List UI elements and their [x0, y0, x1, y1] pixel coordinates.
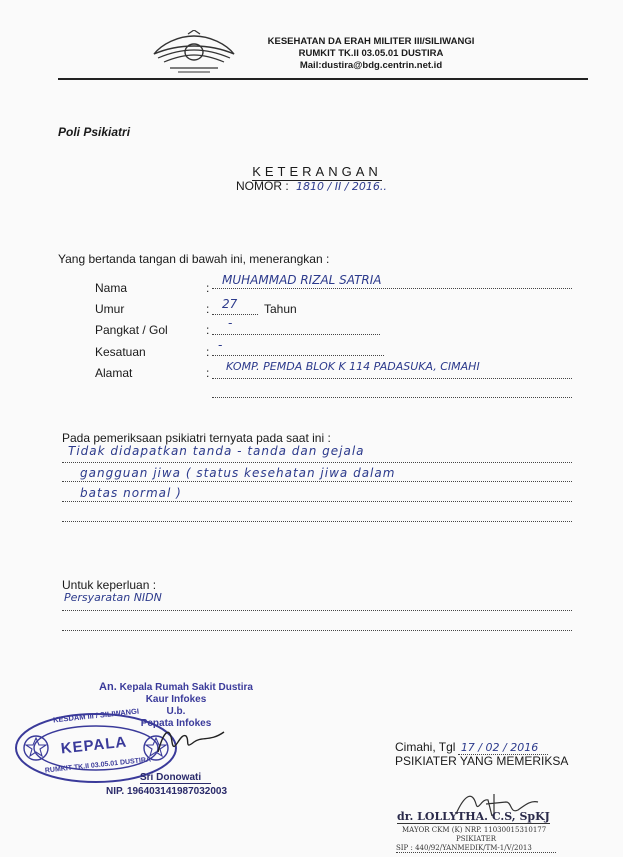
- letterhead-line-2: RUMKIT TK.II 03.05.01 DUSTIRA: [298, 48, 444, 59]
- exam-label: Pada pemeriksaan psikiatri ternyata pada saat ini :: [62, 431, 331, 445]
- field-value-kesatuan: -: [218, 338, 223, 352]
- letterhead-line-1: KESEHATAN DA ERAH MILITER III/SILIWANGI: [267, 36, 475, 47]
- field-line-pangkat: [212, 333, 380, 335]
- purpose-line-2: [62, 629, 572, 631]
- authority-line-2: Kaur Infokes: [145, 694, 207, 705]
- place-date: [395, 740, 538, 754]
- authority-line-3: U.b.: [166, 706, 186, 717]
- examiner-title: PSIKIATER YANG MEMERIKSA: [395, 754, 569, 768]
- field-line-kesatuan: [212, 354, 384, 356]
- field-colon-alamat: :: [206, 366, 210, 380]
- purpose-label: Untuk keperluan :: [62, 578, 157, 592]
- exam-text-1: Tidak didapatkan tanda - tanda dan gejala: [68, 444, 365, 458]
- header-divider: [58, 78, 588, 80]
- field-label-pangkat: Pangkat / Gol: [95, 323, 168, 337]
- number-value: 1810 / II / 2016..: [296, 180, 387, 193]
- psychiatrist-sip: SIP : 440/92/YANMEDIK/TM-1/V/2013: [396, 844, 556, 853]
- letterhead-line-3: Mail:dustira@bdg.centrin.net.id: [299, 60, 443, 71]
- field-colon-pangkat: :: [206, 323, 210, 337]
- authority-an-label: An.: [99, 681, 117, 693]
- psychiatrist-rank: MAYOR CKM (K) NRP. 11030015310177: [402, 826, 547, 834]
- purpose-value: Persyaratan NIDN: [64, 591, 162, 604]
- exam-text-3: batas normal ): [80, 486, 182, 500]
- exam-line-4: [62, 520, 572, 522]
- field-line-alamat-1: [212, 377, 572, 379]
- field-colon-kesatuan: :: [206, 345, 210, 359]
- department-label: Poli Psikiatri: [58, 125, 131, 139]
- seal-center-text: KEPALA: [60, 733, 128, 758]
- purpose-line-1: [62, 609, 572, 611]
- field-value-pangkat: -: [228, 316, 233, 330]
- authority-line-1: [96, 681, 256, 694]
- seal-bottom-text: RUMKIT TK.II 03.05.01 DUSTIRA: [44, 756, 152, 775]
- exam-line-3: [62, 500, 572, 502]
- kaur-signature: [154, 722, 230, 758]
- date-value: 17 / 02 / 2016: [460, 741, 539, 754]
- number-label: NOMOR :: [236, 179, 289, 193]
- authority-line-1-text: Kepala Rumah Sakit Dustira: [119, 682, 253, 693]
- field-label-nama: Nama: [95, 281, 128, 295]
- exam-line-2: [62, 480, 572, 482]
- field-line-umur: [212, 313, 258, 315]
- field-line-alamat-2: [212, 396, 572, 398]
- field-value-nama: MUHAMMAD RIZAL SATRIA: [222, 273, 382, 287]
- field-line-nama: [212, 287, 572, 289]
- field-value-alamat: KOMP. PEMDA BLOK K 114 PADASUKA, CIMAHI: [226, 360, 480, 373]
- emblem-logo: [148, 30, 240, 74]
- exam-text-2: gangguan jiwa ( status kesehatan jiwa dalam: [80, 466, 396, 480]
- psychiatrist-role: PSIKIATER: [456, 835, 496, 843]
- exam-line-1: [62, 461, 572, 463]
- field-label-umur: Umur: [95, 302, 125, 316]
- field-label-kesatuan: Kesatuan: [95, 345, 146, 359]
- number-line: [236, 179, 387, 193]
- letterhead: [246, 36, 496, 72]
- field-colon-umur: :: [206, 302, 210, 316]
- field-value-umur: 27: [222, 297, 238, 311]
- place-label: Cimahi, Tgl: [395, 740, 456, 754]
- document-title: KETERANGAN: [252, 164, 382, 179]
- field-colon-nama: :: [206, 281, 210, 295]
- seal-top-text: KESDAM III / SILIWANGI: [52, 706, 140, 725]
- intro-text: Yang bertanda tangan di bawah ini, menerangkan :: [58, 252, 330, 266]
- field-suffix-umur: Tahun: [264, 302, 297, 316]
- authority-line-4: Pepata Infokes: [140, 718, 212, 729]
- kaur-name: Sri Donowati: [140, 772, 211, 784]
- field-label-alamat: Alamat: [95, 366, 133, 380]
- psychiatrist-name: dr. LOLLYTHA. C.S, SpKJ: [397, 810, 550, 823]
- kaur-nip: NIP. 196403141987032003: [106, 786, 228, 797]
